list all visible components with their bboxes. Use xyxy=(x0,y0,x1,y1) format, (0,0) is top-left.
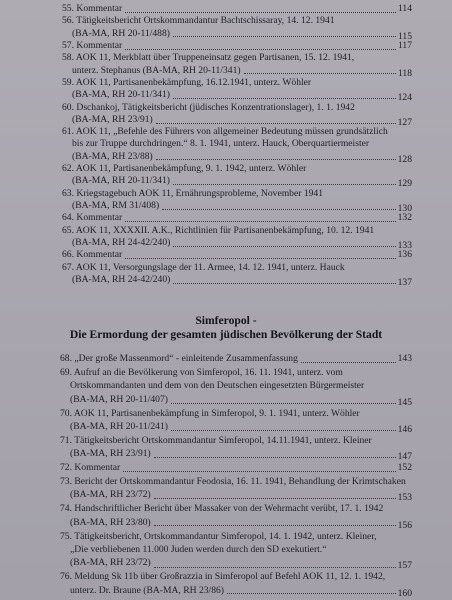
toc-leader-dots xyxy=(125,258,396,259)
toc-entry-title: 60. Dschankoj, Tätigkeitsbericht (jüdisches Konzentrationslager), 1. 1. 1942 xyxy=(62,101,355,113)
toc-entry-title: 75. Tätigkeitsbericht, Ortskommandantur Simferopol, 14. 1. 1942, unterz. Kleiner, xyxy=(60,530,377,542)
toc-entry-title: 55. Kommentar xyxy=(62,3,123,14)
toc-page-number: 127 xyxy=(397,116,412,128)
toc-page-number: 147 xyxy=(397,451,412,463)
toc-leader-dots xyxy=(173,184,396,185)
toc-page-number: 160 xyxy=(397,587,412,599)
toc-leader-dots xyxy=(156,159,396,160)
toc-page-number: 115 xyxy=(397,30,412,42)
toc-entry-continuation: unterz. Stephanus (BA-MA, RH 20-11/341) xyxy=(72,64,241,76)
toc-page-number: 143 xyxy=(397,353,412,364)
toc-leader-dots xyxy=(156,123,396,124)
toc-entry-title: 76. Meldung Sk 11b über Großrazzia in Simferopol auf Befehl AOK 11, 12. 1. 1942, xyxy=(60,571,386,583)
toc-page-number: 152 xyxy=(397,462,412,474)
toc-entry-continuation: (BA-MA, RH 20-11/341) xyxy=(72,175,170,187)
toc-page-number: 156 xyxy=(397,519,412,531)
toc-entry-title: 73. Bericht der Ortskommandantur Feodosia, 16. 11. 1941, Behandlung der Krimtschaken xyxy=(60,476,406,488)
toc-leader-dots xyxy=(125,12,396,13)
toc-entry-title: 70. AOK 11, Partisanenbekämpfung in Simferopol, 9. 1. 1941, unterz. Wöhler xyxy=(60,407,360,419)
toc-page-number: 114 xyxy=(397,3,412,14)
toc-entry-continuation: (BA-MA, RH 24-42/240) xyxy=(72,236,171,248)
toc-entry-title: 67. AOK 11, Versorgungslage der 11. Armee, 14. 12. 1941, unterz. Hauck xyxy=(62,261,345,273)
toc-entry-continuation: (BA-MA, RH 20-11/341) xyxy=(72,89,170,101)
section-title: Simferopol - xyxy=(195,314,257,327)
toc-page-number: 130 xyxy=(397,202,412,214)
toc-entry-continuation: (BA-MA, RM 31/408) xyxy=(72,199,160,211)
toc-page-number: 128 xyxy=(397,153,412,165)
toc-page-number: 137 xyxy=(397,276,412,288)
toc-leader-dots xyxy=(171,430,396,431)
toc-leader-dots xyxy=(173,283,396,284)
toc-entry-continuation: (BA-MA, RH 20-11/407) xyxy=(70,393,168,405)
toc-entry-continuation: „Die verbliebenen 11.000 Juden werden durch den SD exekutiert.“ xyxy=(70,544,327,556)
toc-leader-dots xyxy=(173,36,396,37)
toc-leader-dots xyxy=(154,567,396,568)
toc-entry-title: 61. AOK 11, „Befehle des Führers von allgemeiner Bedeutung müssen grundsätzlich xyxy=(62,126,388,138)
toc-entry-continuation: (BA-MA, RH 24-42/240) xyxy=(72,273,171,285)
toc-page-number: 118 xyxy=(397,67,412,79)
toc-leader-dots xyxy=(125,221,396,222)
toc-leader-dots xyxy=(171,403,396,404)
toc-leader-dots xyxy=(154,525,396,526)
toc-entry-continuation: (BA-MA, RH 23/91) xyxy=(72,113,153,125)
toc-entry-title: 66. Kommentar xyxy=(62,249,123,261)
toc-page-number: 145 xyxy=(397,396,412,408)
toc-entry-title: 68. „Der große Massenmord“ - einleitende Zusammenfassung xyxy=(60,353,298,364)
toc-leader-dots xyxy=(154,457,396,458)
toc-entry-title: 62. AOK 11, Partisanenbekämpfung, 9. 1. 1942, unterz. Wöhler xyxy=(62,163,307,174)
toc-entry-title: 57. Kommentar xyxy=(62,40,123,51)
toc-entry-title: 69. Aufruf an die Bevölkerung von Simferopol, 16. 11. 1941, unterz. vom xyxy=(60,366,343,378)
toc-entry-continuation: (BA-MA, RH 23/80) xyxy=(70,516,151,528)
toc-leader-dots xyxy=(123,471,396,472)
toc-leader-dots xyxy=(125,49,396,50)
toc-entry-continuation: bis zur Truppe durchdringen.“ 8. 1. 1941, unterz. Hauck, Oberquartiermeister xyxy=(72,138,370,150)
toc-entry-continuation: (BA-MA, RH 23/72) xyxy=(70,557,151,569)
toc-leader-dots xyxy=(301,362,396,363)
toc-page-number: 124 xyxy=(397,92,412,104)
toc-entry-title: 58. AOK 11, Merkblatt über Truppeneinsatz gegen Partisanen, 15. 12. 1941, xyxy=(62,52,355,64)
toc-leader-dots xyxy=(154,498,396,499)
toc-entry-continuation: unterz. Dr. Braune (BA-MA, RH 23/86) xyxy=(70,584,225,596)
toc-entry-title: 65. AOK 11, XXXXII. A.K., Richtlinien für Partisanenbekämpfung, 10. 12. 1941 xyxy=(62,224,375,236)
toc-entry-continuation: (BA-MA, RH 23/88) xyxy=(72,150,153,162)
toc-leader-dots xyxy=(173,246,396,247)
toc-entry-continuation: (BA-MA, RH 23/72) xyxy=(70,489,151,501)
toc-entry-title: 59. AOK 11, Partisanenbekämpfung, 16.12.1941, unterz. Wöhler xyxy=(62,77,312,88)
section-subtitle: Die Ermordung der gesamten jüdischen Bevölkerung der Stadt xyxy=(69,328,383,341)
toc-page-number: 157 xyxy=(397,560,412,572)
toc-entry-title: 72. Kommentar xyxy=(60,462,121,474)
toc-page-number: 136 xyxy=(397,249,412,261)
toc-entry-continuation: (BA-MA, RH 20-11/241) xyxy=(70,420,168,432)
toc-entry-continuation: (BA-MA, RH 20-11/488) xyxy=(72,27,170,39)
toc-entry-title: 71. Tätigkeitsbericht Ortskommandantur Simferopol, 14.11.1941, unterz. Kleiner xyxy=(60,434,372,446)
toc-entry-title: 74. Handschriftlicher Bericht über Massaker von der Wehrmacht verübt, 17. 1. 1942 xyxy=(60,503,384,515)
toc-page-number: 153 xyxy=(397,492,412,504)
toc-entry-continuation: (BA-MA, RH 23/91) xyxy=(70,448,151,460)
toc-page-number: 117 xyxy=(397,40,412,51)
toc-page-number: 133 xyxy=(397,239,412,251)
toc-entry-title: 56. Tätigkeitsbericht Ortskommandantur Bachtschissaray, 14. 12. 1941 xyxy=(62,15,335,27)
toc-page-number: 132 xyxy=(397,212,412,224)
toc-entry-title: 63. Kriegstagebuch AOK 11, Ernährungsprobleme, November 1941 xyxy=(62,187,324,199)
toc-leader-dots xyxy=(227,593,396,594)
toc-leader-dots xyxy=(173,98,396,99)
toc-entry-continuation: Ortskommandanten und dem von den Deutschen eingesetzten Bürgermeister xyxy=(70,380,365,392)
toc-page-number: 146 xyxy=(397,423,412,435)
toc-leader-dots xyxy=(162,209,396,210)
toc-leader-dots xyxy=(244,73,396,74)
toc-page-number: 129 xyxy=(397,178,412,190)
toc-entry-title: 64. Kommentar xyxy=(62,212,123,224)
